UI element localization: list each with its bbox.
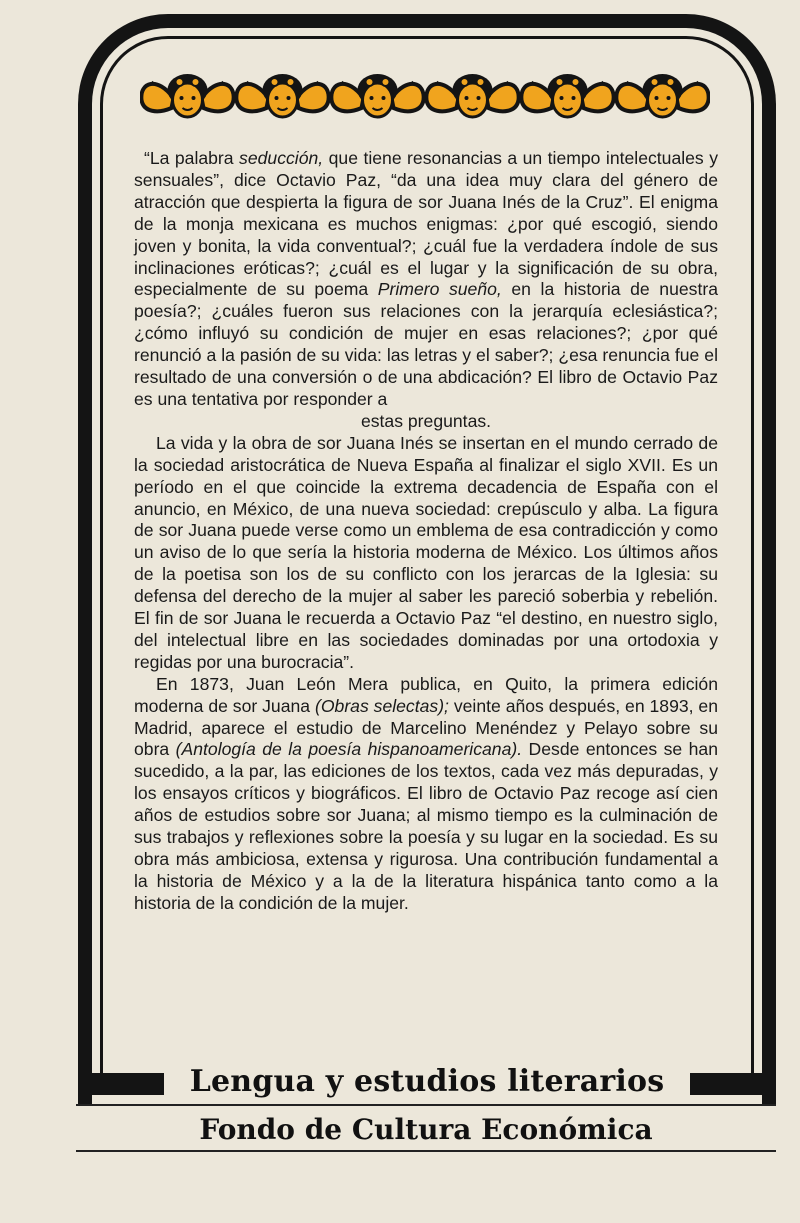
- cherub-icon: [426, 74, 518, 117]
- cherub-icon: [331, 74, 423, 117]
- italic-title-text: (Antología de la poesía hispanoamericana).: [175, 739, 523, 760]
- body-text-segment: La vida y la obra de sor Juana Inés se insertan en el mundo cerrado de la sociedad aristocrática de Nueva España al finalizar el siglo XVII. Es un período en el que coincide la extrema decadencia de España con el anuncio, en México, de una nueva sociedad: crepúsculo y alba. La figura de sor Juana puede verse como un emblema de esa contradicción y como un aviso de lo que sería la historia moderna de México. Los últimos años de la poetisa son los de su conflicto con los jerarcas de la Iglesia: su defensa del derecho de la mujer al saber les pareció soberbia y rebelión. El fin de sor Juana le recuerda a Octavio Paz “el destino, en nuestro siglo, del intelectual libre en las sociedades dominadas por una ortodoxia y regidas por una burocracia”.: [134, 432, 718, 672]
- body-text-segment: Desde entonces se han sucedido, a la par, las ediciones de los textos, cada vez más depuradas, y los ensayos críticos y biográficos. El libro de Octavio Paz recoge así cien años de estudios sobre sor Juana; al mismo tiempo es la culminación de sus trabajos y reflexiones sobre la poesía y su lugar en la sociedad. Es su obra más ambiciosa, extensa y rigurosa. Una contribución fundamental a la historia de México y a la de la literatura hispánica tanto como a la historia de la condición de la mujer.: [134, 739, 718, 913]
- paragraph-closing-line: estas preguntas.: [360, 410, 492, 431]
- publisher-name: Fondo de Cultura Económica: [199, 1113, 653, 1146]
- paragraph-1: [134, 148, 718, 433]
- blurb-text: [134, 148, 718, 915]
- italic-title-text: (Obras selectas);: [314, 695, 449, 716]
- paragraph-2: [134, 433, 718, 674]
- body-text-segment: “La palabra: [144, 148, 240, 168]
- divider-bottom: [76, 1150, 776, 1152]
- cherub-icon: [616, 74, 708, 117]
- cherub-icon: [141, 74, 233, 117]
- body-text-segment: veinte años después, en 1893, en Madrid, aparece el estudio de Marcelino Menéndez y Pelayo sobre su obra: [134, 695, 719, 760]
- italic-title-text: Primero sueño,: [377, 279, 502, 300]
- series-band: [78, 1062, 776, 1102]
- body-text-segment: en la historia de nuestra poesía?; ¿cuáles fueron sus relaciones con la jerarquía eclesiástica?; ¿cómo influyó su condición de mujer en esas relaciones?; ¿por qué renunció a la pasión de su vida: las letras y el saber?; ¿esa renuncia fue el resultado de una conversión o de una abdicación? El libro de Octavio Paz es una tentativa por responder a: [134, 279, 718, 409]
- body-text-segment: que tiene resonancias a un tiempo intelectuales y sensuales”, dice Octavio Paz, “da una idea muy clara del género de atracción que despierta la figura de sor Juana Inés de la Cruz”. El enigma de la monja mexicana es muchos enigmas: ¿por qué escogió, siendo joven y bonita, la vida conventual?; ¿cuál fue la verdadera índole de sus inclinaciones eróticas?; ¿cuál es el lugar y la significación de su obra, especialmente de su poema: [134, 148, 718, 300]
- italic-title-text: seducción,: [239, 148, 324, 168]
- body-text-segment: En 1873, Juan León Mera publica, en Quito, la primera edición moderna de sor Juana: [134, 673, 718, 716]
- series-bar-left: [78, 1073, 164, 1095]
- paragraph-3: [134, 674, 718, 915]
- cherub-icon: [236, 74, 328, 117]
- series-bar-right: [690, 1073, 776, 1095]
- cherub-icon: [521, 74, 613, 117]
- divider-top: [76, 1104, 776, 1106]
- series-title: Lengua y estudios literarios: [189, 1064, 665, 1099]
- cherub-ornament-row: [140, 68, 710, 128]
